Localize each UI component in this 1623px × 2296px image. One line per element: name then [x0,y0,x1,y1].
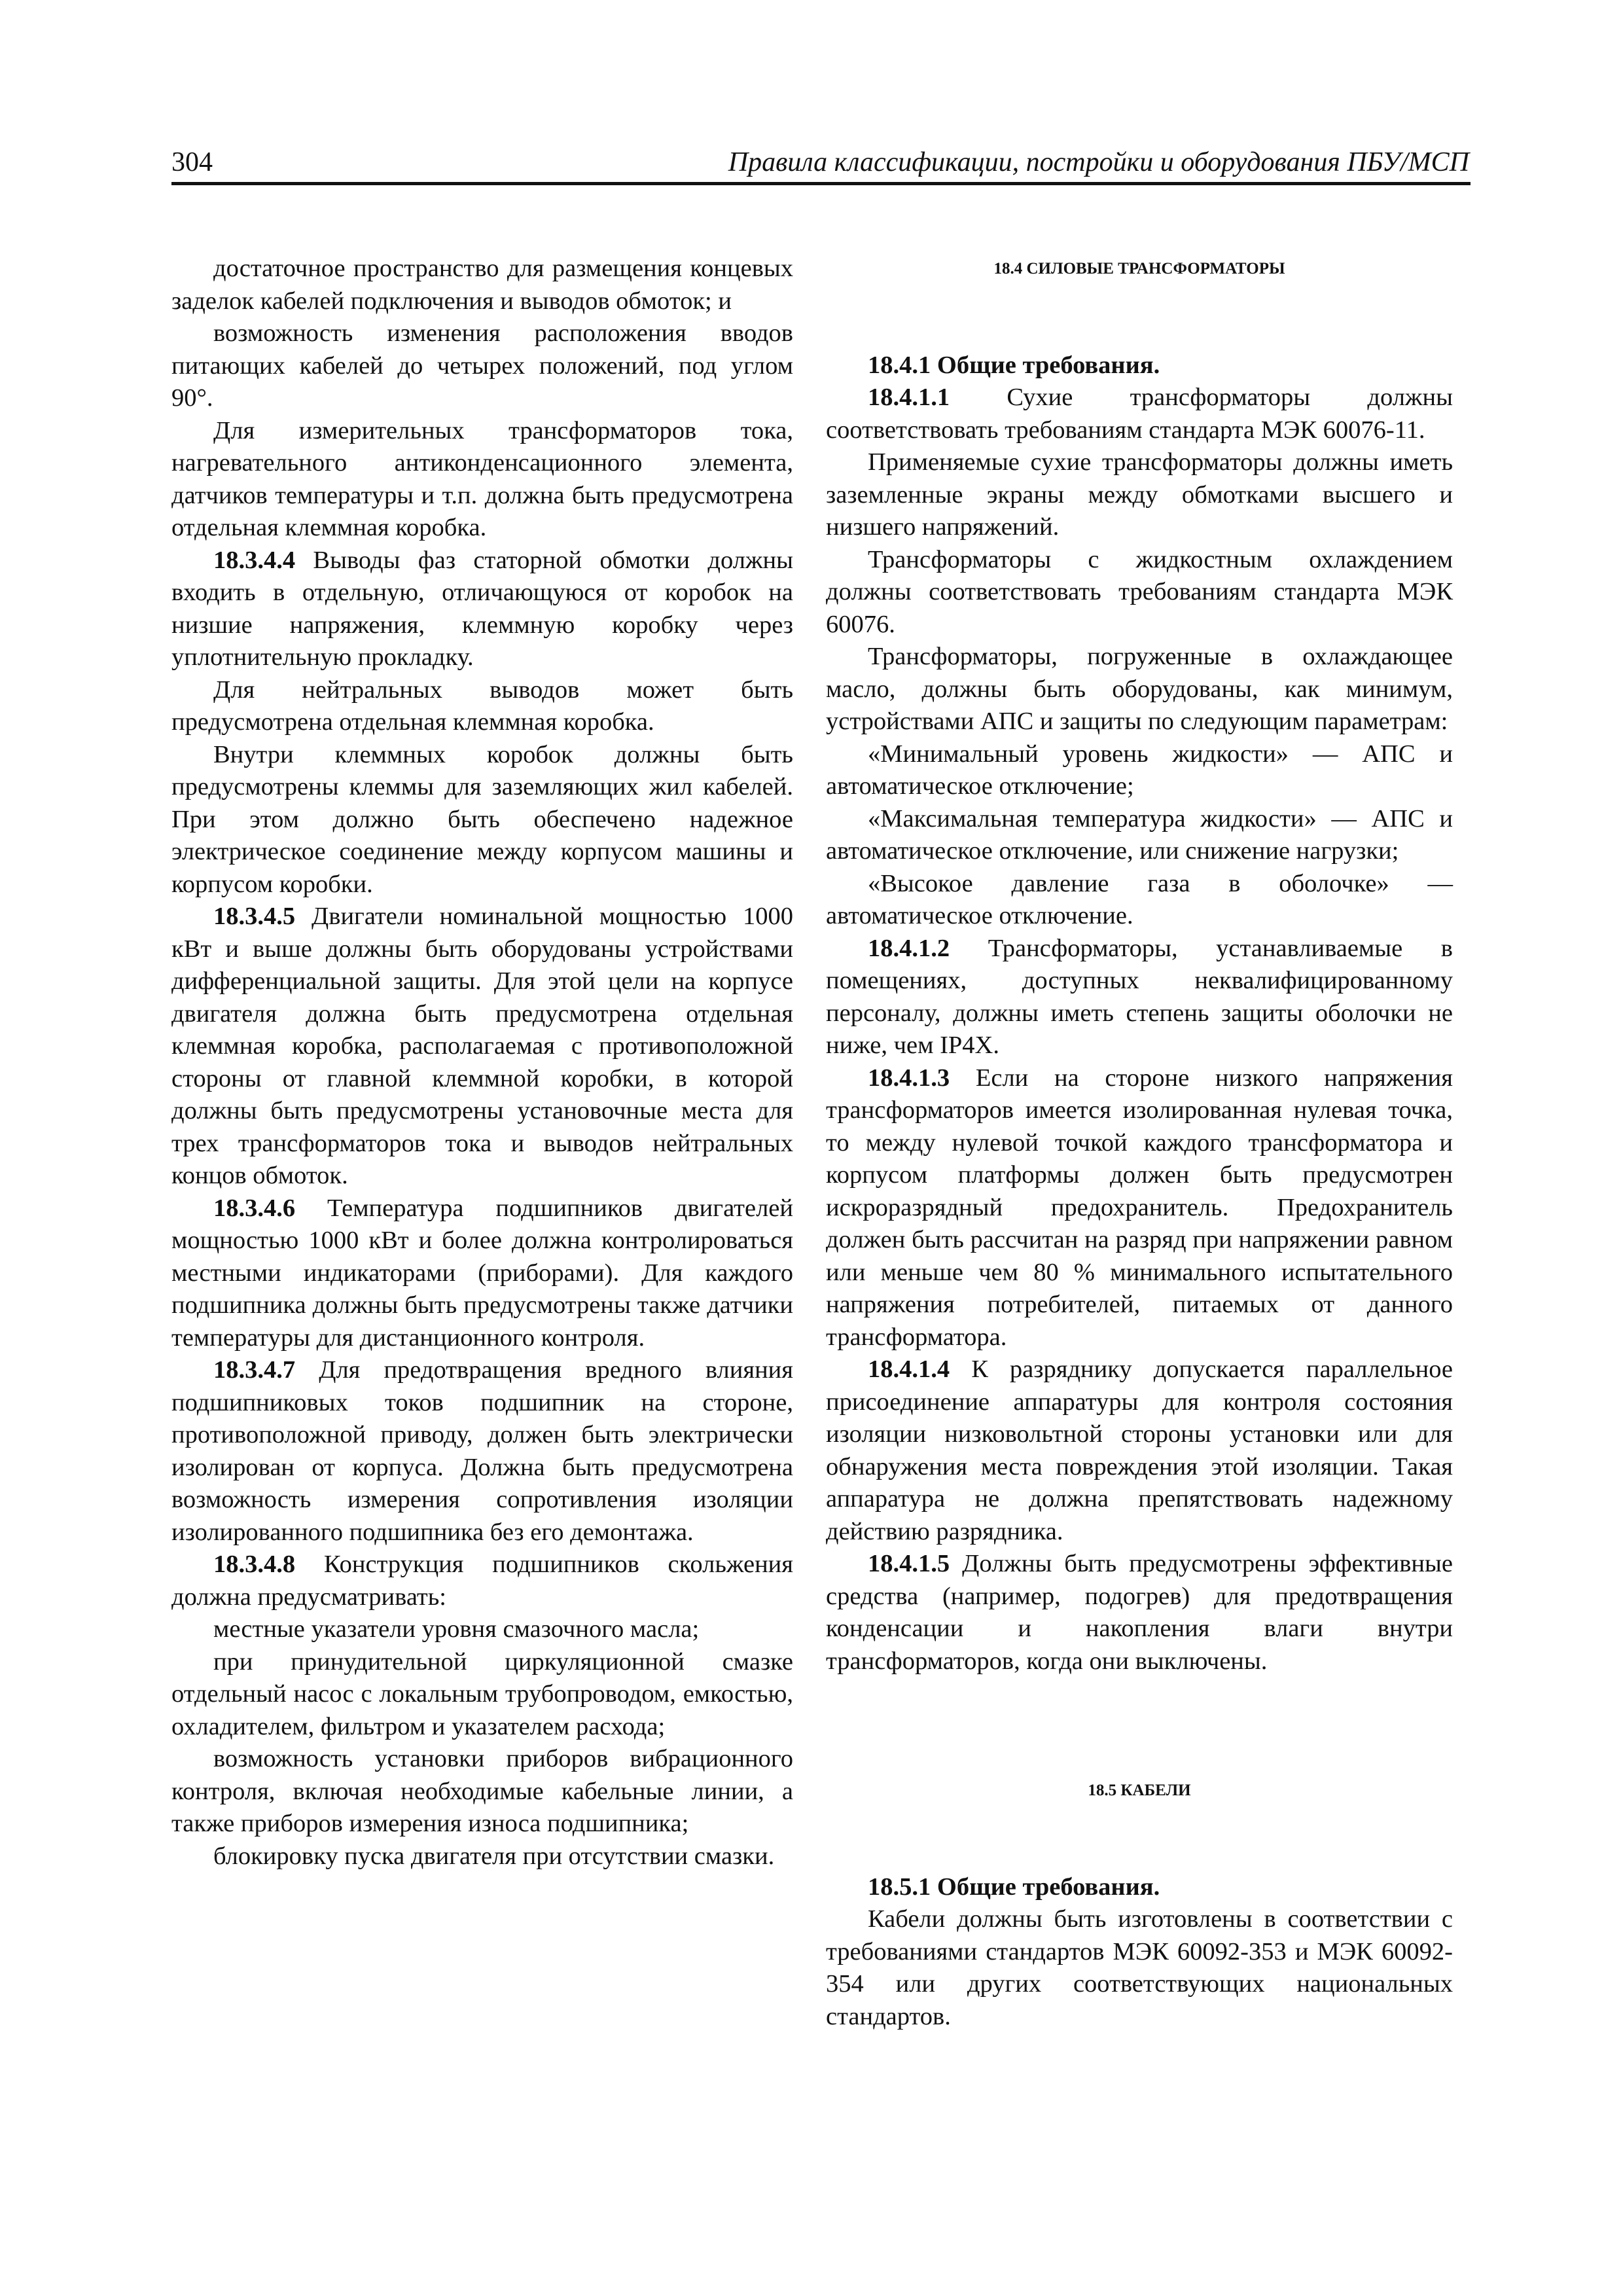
clause-number: 18.4.1.3 [868,1064,950,1092]
paragraph [171,253,793,317]
paragraph [171,1354,793,1549]
spacer [826,1807,1453,1871]
paragraph [171,901,793,1193]
paragraph-text: Трансформаторы с жидкостным охлаждением должны соответствовать требованиям стандарта МЭК 60076. [826,545,1453,638]
clause-number: 18.3.4.6 [213,1194,296,1222]
paragraph [826,1062,1453,1354]
paragraph-text: Должны быть предусмотрены эффективные средства (например, подогрев) для предотвращения конденсации и накопления влаги внутри трансформаторов, когда они выключены. [826,1550,1453,1675]
paragraph-text: «Высокое давление газа в оболочке» — автоматическое отключение. [826,869,1453,929]
paragraph [826,933,1453,1062]
page-number: 304 [171,147,213,177]
paragraph-text: Температура подшипников двигателей мощностью 1000 кВт и более должна контролироваться местными индикаторами (приборами). Для каждого подшипника должны быть предусмотрены также датчики температуры для дистанционного контроля. [171,1194,793,1352]
paragraph-text: возможность изменения расположения вводов питающих кабелей до четырех положений, под углом 90°. [171,319,793,412]
paragraph [826,641,1453,738]
running-title: Правила классификации, постройки и оборудования ПБУ/МСП [728,147,1469,177]
paragraph [171,1549,793,1613]
paragraph-text: Для нейтральных выводов может быть предусмотрена отдельная клеммная коробка. [171,675,793,736]
paragraph-text: Для предотвращения вредного влияния подшипниковых токов подшипник на стороне, противоположной приводу, должен быть электрически изолирован от корпуса. Должна быть предусмотрена возможность измерения сопротивления изоляции изолированного подшипника без его демонтажа. [171,1356,793,1546]
clause-number: 18.4.1.2 [868,934,950,962]
paragraph-text: блокировку пуска двигателя при отсутствии смазки. [213,1842,775,1870]
paragraph-text: местные указатели уровня смазочного масла; [213,1615,700,1643]
paragraph [826,1548,1453,1677]
paragraph [826,1354,1453,1548]
paragraph [171,674,793,739]
paragraph [826,1903,1453,2033]
paragraph [171,1613,793,1646]
paragraph-text: при принудительной циркуляционной смазке отдельный насос с локальным трубопроводом, емкостью, охладителем, фильтром и указателем расхода; [171,1647,793,1740]
clause-number: 18.4.1.4 [868,1355,950,1383]
spacer [826,1677,1453,1774]
paragraph-text: Сухие трансформаторы должны соответствовать требованиям стандарта МЭК 60076-11. [826,384,1453,444]
left-column [171,253,793,1873]
spacer [826,285,1453,350]
section-title: 18.4 СИЛОВЫЕ ТРАНСФОРМАТОРЫ [993,260,1285,278]
paragraph [826,544,1453,641]
paragraph [826,738,1453,803]
paragraph-text: достаточное пространство для размещения концевых заделок кабелей подключения и выводов обмоток; и [171,255,793,315]
clause-number: 18.3.4.5 [213,903,296,930]
paragraph [171,415,793,545]
clause-number: 18.3.4.4 [213,546,296,574]
right-column [826,253,1453,2033]
paragraph [826,868,1453,933]
paragraph-text: Трансформаторы, погруженные в охлаждающее масло, должны быть оборудованы, как минимум, устройствами АПС и защиты по следующим параметрам: [826,643,1453,735]
paragraph-text: Для измерительных трансформаторов тока, нагревательного антиконденсационного элемента, датчиков температуры и т.п. должна быть предусмотрена отдельная клеммная коробка. [171,416,793,541]
paragraph [826,382,1453,446]
paragraph-text: Конструкция подшипников скольжения должна предусматривать: [171,1551,793,1611]
paragraph-text: возможность установки приборов вибрационного контроля, включая необходимые кабельные линии, а также приборов измерения износа подшипника; [171,1745,793,1837]
paragraph [826,803,1453,868]
clause-number: 18.4.1.5 [868,1550,950,1577]
paragraph-text: Применяемые сухие трансформаторы должны иметь заземленные экраны между обмотками высшего и низшего напряжений. [826,448,1453,541]
paragraph [171,1840,793,1873]
paragraph [171,1646,793,1744]
paragraph [171,739,793,901]
page-header [171,145,1471,185]
section-title: 18.5 КАБЕЛИ [1088,1782,1191,1799]
paragraph [171,317,793,415]
subsection-heading: 18.4.1 Общие требования. [868,351,1160,379]
paragraph-text: «Максимальная температура жидкости» — АПС и автоматическое отключение, или снижение нагрузки; [826,804,1453,865]
clause-number: 18.3.4.8 [213,1551,296,1578]
paragraph-text: Двигатели номинальной мощностью 1000 кВт и выше должны быть оборудованы устройствами дифференциальной защиты. Для этой цели на корпусе двигателя должна быть предусмотрена отдельная клеммная коробка, располагаемая с противоположной стороны от главной клеммной коробки, в которой должны быть предусмотрены установочные места для трех трансформаторов тока и выводов нейтральных концов обмоток. [171,903,793,1189]
paragraph [826,446,1453,544]
clause-number: 18.3.4.7 [213,1356,296,1384]
clause-number: 18.4.1.1 [868,384,950,411]
subsection-heading: 18.5.1 Общие требования. [868,1873,1160,1901]
paragraph-text: Выводы фаз статорной обмотки должны входить в отдельную, отличающуюся от коробок на низшие напряжения, клеммную коробку через уплотнительную прокладку. [171,546,793,671]
paragraph [171,1193,793,1355]
paragraph-text: К разряднику допускается параллельное присоединение аппаратуры для контроля состояния изоляции низковольтной стороны установки или для обнаружения места повреждения этой изоляции. Такая аппаратура не должна препятствовать надежному действию разрядника. [826,1355,1453,1545]
paragraph [171,545,793,674]
paragraph-text: «Минимальный уровень жидкости» — АПС и автоматическое отключение; [826,740,1453,800]
paragraph-text: Кабели должны быть изготовлены в соответствии с требованиями стандартов МЭК 60092-353 и МЭК 60092-354 или других соответствующих национальных стандартов. [826,1905,1453,2030]
paragraph [171,1743,793,1840]
paragraph-text: Внутри клеммных коробок должны быть предусмотрены клеммы для заземляющих жил кабелей. При этом должно быть обеспечено надежное электрическое соединение между корпусом машины и корпусом коробки. [171,740,793,898]
paragraph-text: Если на стороне низкого напряжения трансформаторов имеется изолированная нулевая точка, то между нулевой точкой каждого трансформатора и корпусом платформы должен быть предусмотрен искроразрядный предохранитель. Предохранитель должен быть рассчитан на разряд при напряжении равном или меньше чем 80 % минимального испытательного напряжения потребителей, питаемых от данного трансформатора. [826,1064,1453,1351]
paragraph-text: Трансформаторы, устанавливаемые в помещениях, доступных неквалифицированному персоналу, должны иметь степень защиты оболочки не ниже, чем IP4X. [826,934,1453,1059]
